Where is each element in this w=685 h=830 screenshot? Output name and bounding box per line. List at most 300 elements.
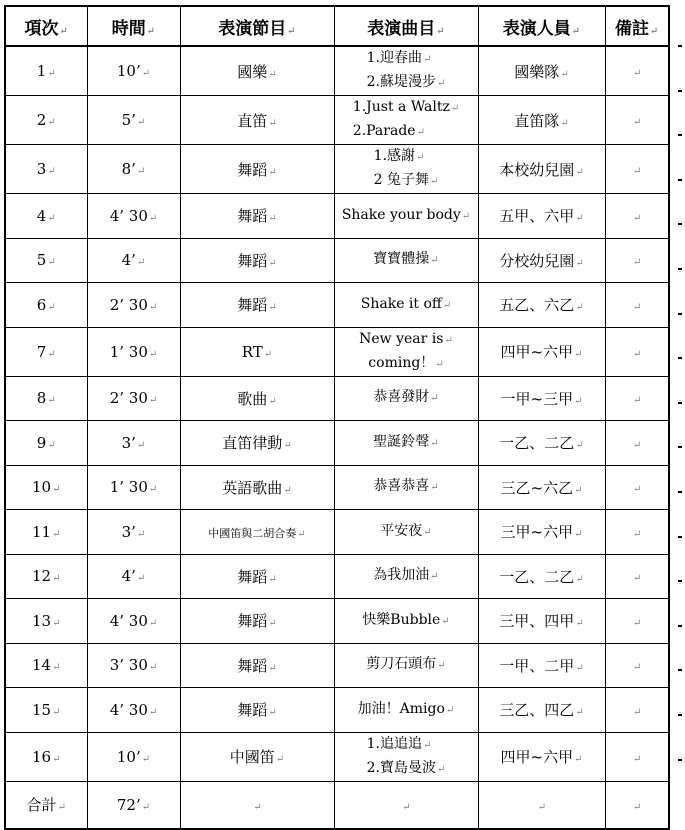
paragraph-mark: ↵ xyxy=(575,213,584,225)
song-lines xyxy=(373,248,438,272)
paragraph-mark: ↵ xyxy=(574,484,583,496)
paragraph-mark: ↵ xyxy=(442,299,452,311)
item-number-cell xyxy=(5,599,87,644)
table-row xyxy=(5,145,669,194)
paragraph-mark: ↵ xyxy=(47,301,56,313)
program-name-cell xyxy=(180,510,334,555)
duration-text: 4’ xyxy=(121,567,136,586)
song-line xyxy=(373,564,438,588)
song-line xyxy=(342,204,470,228)
item-number-cell xyxy=(5,376,87,421)
remark-cell xyxy=(605,327,669,376)
margin-tick xyxy=(678,402,682,404)
paragraph-mark: ↵ xyxy=(148,484,158,496)
performer-text: 分校幼兒園 xyxy=(499,251,575,270)
paragraph-mark: ↵ xyxy=(560,68,569,80)
song-lines xyxy=(342,204,470,228)
song-line-text: 1.感謝 xyxy=(373,148,415,164)
performer-text: 一甲、二甲 xyxy=(499,656,575,675)
table-row xyxy=(5,421,669,466)
paragraph-mark: ↵ xyxy=(275,754,285,765)
paragraph-mark: ↵ xyxy=(268,395,277,407)
paragraph-mark: ↵ xyxy=(575,618,584,630)
song-title-cell xyxy=(334,96,478,145)
margin-tick xyxy=(678,759,682,761)
program-name-cell xyxy=(180,145,334,194)
duration-cell xyxy=(87,643,180,688)
remark-cell xyxy=(605,145,669,194)
margin-tick xyxy=(678,446,682,448)
paragraph-mark: ↵ xyxy=(52,706,61,718)
program-name-text: 國樂 xyxy=(237,62,268,81)
performer-text: 國樂隊 xyxy=(514,62,560,81)
song-title-cell xyxy=(334,238,478,283)
duration-cell xyxy=(87,376,180,421)
paragraph-mark: ↵ xyxy=(268,573,277,585)
song-title-cell xyxy=(334,46,478,96)
program-name-text: 英語歌曲 xyxy=(222,478,283,497)
song-lines xyxy=(374,145,439,193)
song-line-text: 寶寶體操 xyxy=(373,251,430,268)
song-lines xyxy=(367,47,446,95)
song-lines xyxy=(380,520,431,544)
paragraph-mark: ↵ xyxy=(141,753,151,765)
song-line xyxy=(374,169,439,193)
song-lines xyxy=(361,293,452,317)
song-line xyxy=(367,47,446,71)
remark-cell xyxy=(605,238,669,283)
remark-cell xyxy=(605,732,669,781)
song-line xyxy=(373,386,438,410)
paragraph-mark: ↵ xyxy=(633,117,642,128)
song-title-cell xyxy=(334,194,478,239)
song-line-text: 剪刀石頭布 xyxy=(366,656,437,673)
paragraph-mark: ↵ xyxy=(148,617,158,629)
song-line xyxy=(353,120,459,144)
program-name-cell xyxy=(180,238,334,283)
paragraph-mark: ↵ xyxy=(633,439,642,451)
paragraph-mark: ↵ xyxy=(136,439,146,451)
song-lines xyxy=(373,386,438,410)
song-line xyxy=(362,609,449,633)
program-name-cell xyxy=(180,46,334,96)
paragraph-mark: ↵ xyxy=(633,617,642,629)
paragraph-mark: ↵ xyxy=(575,662,584,674)
song-lines xyxy=(367,733,446,781)
song-line-text: 2.Parade xyxy=(352,123,416,139)
song-line-text: 1.Just a Waltz xyxy=(352,99,450,115)
performer-cell xyxy=(478,732,605,781)
song-line-text: 1.迎春曲 xyxy=(366,50,422,66)
remark-cell xyxy=(605,376,669,421)
margin-tick xyxy=(678,45,682,47)
duration-cell xyxy=(87,238,180,283)
paragraph-mark: ↵ xyxy=(141,68,151,79)
remark-cell xyxy=(605,599,669,644)
song-line-text: New year is xyxy=(359,330,444,347)
paragraph-mark: ↵ xyxy=(268,68,277,80)
song-title-cell xyxy=(334,465,478,510)
program-name-text: 舞蹈 xyxy=(237,296,268,315)
paragraph-mark: ↵ xyxy=(47,395,56,407)
program-name-cell xyxy=(180,643,334,688)
paragraph-mark: ↵ xyxy=(148,348,158,360)
performer-cell xyxy=(478,510,605,555)
total-performer-cell: ↵ xyxy=(478,781,605,829)
paragraph-mark: ↵ xyxy=(574,529,583,541)
paragraph-mark: ↵ xyxy=(136,573,146,585)
song-line xyxy=(367,71,446,95)
performer-cell xyxy=(478,96,605,145)
duration-text: 4’ 30 xyxy=(109,206,148,225)
item-number-text: 10 xyxy=(32,478,52,497)
table-row xyxy=(5,327,669,376)
paragraph-mark: ↵ xyxy=(633,212,642,224)
paragraph-mark: ↵ xyxy=(574,395,583,407)
paragraph-mark: ↵ xyxy=(430,437,439,449)
header-song: 表演曲目↵ xyxy=(334,6,478,46)
item-number-text: 16 xyxy=(32,747,52,766)
table-row xyxy=(5,732,669,781)
program-name-text: RT xyxy=(241,342,263,361)
item-number-text: 8 xyxy=(36,389,47,408)
performer-cell xyxy=(478,327,605,376)
duration-cell xyxy=(87,599,180,644)
paragraph-mark: ↵ xyxy=(416,127,425,138)
item-number-text: 7 xyxy=(36,342,47,361)
margin-tick xyxy=(678,179,682,181)
item-number-cell xyxy=(5,238,87,283)
program-schedule-table xyxy=(4,5,670,830)
item-number-text: 5 xyxy=(36,251,47,270)
duration-text: 4’ 30 xyxy=(109,611,148,630)
table-row xyxy=(5,283,669,328)
song-line-text: 恭喜發財 xyxy=(373,389,430,406)
table-row xyxy=(5,599,669,644)
paragraph-mark: ↵ xyxy=(47,439,56,451)
paragraph-mark: ↵ xyxy=(47,212,56,224)
header-item: 項次↵ xyxy=(5,6,87,46)
paragraph-mark: ↵ xyxy=(633,68,642,79)
song-line-text: 平安夜 xyxy=(380,522,423,539)
header-row xyxy=(5,6,669,46)
duration-text: 1’ 30 xyxy=(109,342,148,361)
paragraph-mark: ↵ xyxy=(47,117,56,128)
performer-text: 一乙、二乙 xyxy=(499,434,575,453)
paragraph-mark: ↵ xyxy=(148,212,158,224)
total-song-cell: ↵ xyxy=(334,781,478,829)
program-name-cell xyxy=(180,554,334,599)
remark-cell xyxy=(605,643,669,688)
paragraph-mark: ↵ xyxy=(430,571,439,583)
item-number-text: 12 xyxy=(32,567,52,586)
song-line-text: 恭喜恭喜 xyxy=(373,478,430,495)
performer-text: 三乙~六乙 xyxy=(500,478,574,497)
program-name-text: 舞蹈 xyxy=(237,701,268,720)
paragraph-mark: ↵ xyxy=(268,707,277,719)
item-number-text: 13 xyxy=(32,611,52,630)
program-name-text: 舞蹈 xyxy=(237,207,268,226)
paragraph-mark: ↵ xyxy=(633,753,642,765)
performer-cell xyxy=(478,421,605,466)
paragraph-mark: ↵ xyxy=(52,753,61,765)
song-title-cell xyxy=(334,421,478,466)
duration-cell xyxy=(87,96,180,145)
paragraph-mark: ↵ xyxy=(444,334,453,346)
item-number-cell xyxy=(5,194,87,239)
program-name-text: 中國笛與二胡合奏 xyxy=(208,526,297,540)
duration-cell xyxy=(87,732,180,781)
song-lines xyxy=(373,475,438,499)
program-name-cell xyxy=(180,96,334,145)
program-name-text: 舞蹈 xyxy=(237,567,268,586)
paragraph-mark: ↵ xyxy=(268,166,277,178)
paragraph-mark: ↵ xyxy=(52,484,61,496)
paragraph-mark: ↵ xyxy=(633,528,642,540)
song-line xyxy=(359,328,453,352)
item-number-text: 2 xyxy=(36,111,47,129)
song-title-cell xyxy=(334,688,478,733)
remark-cell xyxy=(605,194,669,239)
performer-text: 本校幼兒園 xyxy=(499,160,575,179)
paragraph-mark: ↵ xyxy=(297,528,306,540)
program-name-cell xyxy=(180,421,334,466)
paragraph-mark: ↵ xyxy=(633,395,642,407)
song-line-text: Shake it off xyxy=(360,295,442,312)
duration-cell xyxy=(87,421,180,466)
program-name-cell xyxy=(180,194,334,239)
duration-text: 2’ 30 xyxy=(109,295,148,314)
song-line xyxy=(373,475,438,499)
paragraph-mark: ↵ xyxy=(268,117,277,129)
total-time: 72’↵ xyxy=(87,781,180,829)
program-name-text: 歌曲 xyxy=(237,389,268,408)
remark-cell xyxy=(605,46,669,96)
item-number-text: 9 xyxy=(36,433,47,452)
program-name-cell xyxy=(180,327,334,376)
song-line xyxy=(373,248,438,272)
margin-tick xyxy=(678,625,682,627)
paragraph-mark: ↵ xyxy=(461,210,471,222)
paragraph-mark: ↵ xyxy=(633,706,642,718)
paragraph-mark: ↵ xyxy=(435,358,444,370)
item-number-text: 15 xyxy=(32,700,52,719)
performer-text: 四甲~六甲 xyxy=(500,748,574,766)
song-line xyxy=(373,431,438,455)
performer-cell xyxy=(478,465,605,510)
song-line-text: 2 兔子舞 xyxy=(373,172,429,188)
paragraph-mark: ↵ xyxy=(445,704,455,716)
total-remark-cell: ↵ xyxy=(605,781,669,829)
performer-cell xyxy=(478,145,605,194)
paragraph-mark: ↵ xyxy=(633,348,642,360)
program-name-cell xyxy=(180,376,334,421)
item-number-cell xyxy=(5,510,87,555)
margin-tick xyxy=(678,357,682,359)
remark-cell xyxy=(605,465,669,510)
margin-tick xyxy=(678,313,682,315)
paragraph-mark: ↵ xyxy=(560,117,569,129)
performer-cell xyxy=(478,194,605,239)
performer-text: 五甲、六甲 xyxy=(499,207,575,226)
paragraph-mark: ↵ xyxy=(633,573,642,585)
performer-text: 三甲、四甲 xyxy=(499,612,575,631)
paragraph-mark: ↵ xyxy=(437,660,446,672)
paragraph-mark: ↵ xyxy=(422,739,432,751)
header-performer: 表演人員↵ xyxy=(478,6,605,46)
program-name-text: 中國笛 xyxy=(229,748,275,766)
performer-cell xyxy=(478,283,605,328)
duration-text: 3’ xyxy=(121,433,136,452)
song-title-cell xyxy=(334,732,478,781)
performer-text: 三乙、四乙 xyxy=(499,701,575,720)
table-row xyxy=(5,194,669,239)
song-lines xyxy=(359,328,453,376)
table-row xyxy=(5,643,669,688)
paragraph-mark: ↵ xyxy=(633,484,642,496)
performer-cell xyxy=(478,599,605,644)
remark-cell xyxy=(605,421,669,466)
duration-cell xyxy=(87,327,180,376)
song-line xyxy=(374,145,439,169)
performer-cell xyxy=(478,376,605,421)
paragraph-mark: ↵ xyxy=(268,213,277,225)
performer-cell xyxy=(478,554,605,599)
paragraph-mark: ↵ xyxy=(423,526,432,538)
paragraph-mark: ↵ xyxy=(574,349,583,360)
song-title-cell xyxy=(334,327,478,376)
duration-text: 10’ xyxy=(116,747,141,766)
item-number-text: 4 xyxy=(36,206,47,225)
song-line xyxy=(367,757,446,781)
song-lines xyxy=(373,431,438,455)
song-title-cell xyxy=(334,643,478,688)
performer-text: 直笛隊 xyxy=(514,111,560,130)
program-name-cell xyxy=(180,283,334,328)
song-line-text: 為我加油 xyxy=(373,567,430,584)
paragraph-mark: ↵ xyxy=(422,54,432,65)
item-number-cell xyxy=(5,688,87,733)
paragraph-mark: ↵ xyxy=(47,68,56,79)
song-title-cell xyxy=(334,376,478,421)
paragraph-mark: ↵ xyxy=(441,615,450,627)
paragraph-mark: ↵ xyxy=(148,662,158,674)
song-line xyxy=(366,653,445,677)
program-name-text: 直笛律動 xyxy=(222,434,283,453)
margin-tick xyxy=(678,223,682,225)
paragraph-mark: ↵ xyxy=(450,103,460,114)
paragraph-mark: ↵ xyxy=(136,257,146,269)
duration-cell xyxy=(87,194,180,239)
table-body xyxy=(5,46,669,781)
margin-tick xyxy=(678,580,682,582)
song-line-text: 2.寶島曼波 xyxy=(366,759,436,776)
song-title-cell xyxy=(334,510,478,555)
paragraph-mark: ↵ xyxy=(136,528,146,540)
item-number-cell xyxy=(5,327,87,376)
performer-text: 三甲~六甲 xyxy=(500,523,574,542)
table-row xyxy=(5,688,669,733)
item-number-cell xyxy=(5,732,87,781)
paragraph-mark: ↵ xyxy=(52,528,61,540)
item-number-text: 11 xyxy=(32,522,52,541)
item-number-text: 6 xyxy=(36,295,47,314)
paragraph-mark: ↵ xyxy=(436,763,446,775)
margin-tick xyxy=(678,134,682,136)
remark-cell xyxy=(605,688,669,733)
margin-tick xyxy=(678,90,682,92)
paragraph-mark: ↵ xyxy=(575,302,584,314)
item-number-cell xyxy=(5,465,87,510)
duration-text: 5’ xyxy=(121,111,136,129)
performer-cell xyxy=(478,643,605,688)
total-program-cell: ↵ xyxy=(180,781,334,829)
song-title-cell xyxy=(334,283,478,328)
duration-text: 4’ 30 xyxy=(109,700,148,719)
paragraph-mark: ↵ xyxy=(633,166,642,177)
paragraph-mark: ↵ xyxy=(263,348,273,360)
total-label: 合計↵ xyxy=(5,781,87,829)
song-title-cell xyxy=(334,599,478,644)
duration-text: 3’ 30 xyxy=(109,656,148,675)
duration-text: 1’ 30 xyxy=(109,478,148,497)
header-remark: 備註↵ xyxy=(605,6,669,46)
item-number-cell xyxy=(5,283,87,328)
paragraph-mark: ↵ xyxy=(575,707,584,719)
paragraph-mark: ↵ xyxy=(633,662,642,674)
remark-cell xyxy=(605,510,669,555)
remark-cell xyxy=(605,283,669,328)
table-row xyxy=(5,376,669,421)
performer-text: 五乙、六乙 xyxy=(499,296,575,315)
paragraph-mark: ↵ xyxy=(268,618,277,630)
program-name-cell xyxy=(180,599,334,644)
program-name-cell xyxy=(180,688,334,733)
song-line-text: Shake your body xyxy=(341,206,461,223)
paragraph-mark: ↵ xyxy=(574,754,583,765)
remark-cell xyxy=(605,96,669,145)
paragraph-mark: ↵ xyxy=(633,257,642,269)
song-line-text: 1.追追追 xyxy=(366,735,422,752)
paragraph-mark: ↵ xyxy=(47,348,56,360)
song-line xyxy=(361,293,452,317)
song-title-cell xyxy=(334,145,478,194)
item-number-cell xyxy=(5,643,87,688)
song-lines xyxy=(362,609,449,633)
paragraph-mark: ↵ xyxy=(136,117,146,128)
margin-tick xyxy=(678,714,682,716)
paragraph-mark: ↵ xyxy=(148,706,158,718)
paragraph-mark: ↵ xyxy=(575,440,584,452)
remark-cell xyxy=(605,554,669,599)
duration-cell xyxy=(87,46,180,96)
item-number-text: 14 xyxy=(32,656,52,675)
duration-text: 4’ xyxy=(121,251,136,270)
item-number-text: 1 xyxy=(36,62,47,80)
song-line-text: 快樂Bubble xyxy=(362,611,441,628)
song-line xyxy=(367,733,446,757)
performer-text: 四甲~六甲 xyxy=(500,343,574,361)
table-row xyxy=(5,465,669,510)
paragraph-mark: ↵ xyxy=(430,255,439,267)
paragraph-mark: ↵ xyxy=(52,573,61,585)
program-name-text: 舞蹈 xyxy=(237,612,268,631)
header-time: 時間↵ xyxy=(87,6,180,46)
paragraph-mark: ↵ xyxy=(47,166,56,177)
item-number-cell xyxy=(5,46,87,96)
paragraph-mark: ↵ xyxy=(430,482,439,494)
paragraph-mark: ↵ xyxy=(268,257,277,269)
